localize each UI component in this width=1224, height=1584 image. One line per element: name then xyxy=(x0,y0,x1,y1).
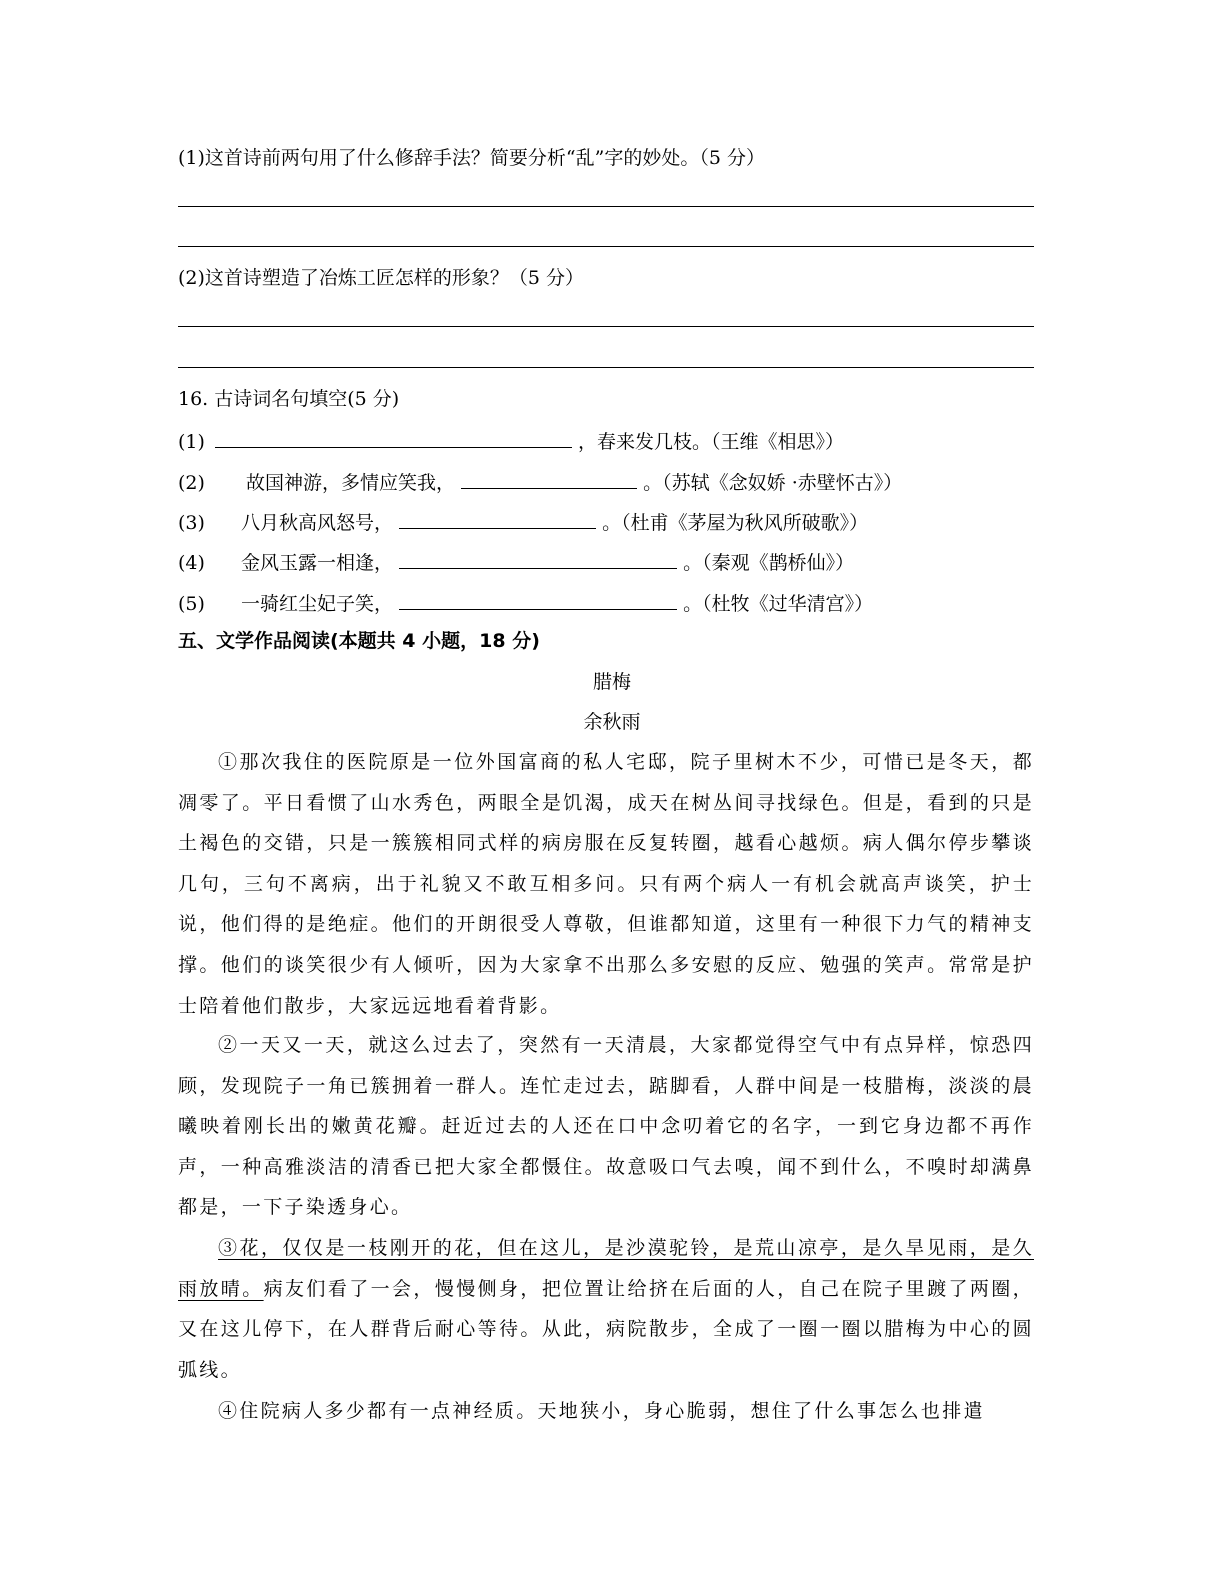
question-1: (1)这首诗前两句用了什么修辞手法？简要分析“乱”字的妙处。（5 分） xyxy=(178,147,765,169)
paragraph-3 xyxy=(178,1228,1034,1390)
item-text-before: 金风玉露一相逢， xyxy=(241,552,394,574)
article-title: 腊梅 xyxy=(592,671,631,693)
item-number: (5) xyxy=(178,593,205,615)
item-text-before: 一骑红尘妃子笑， xyxy=(241,593,394,615)
item-text-after: ，春来发几枝。（王维《相思》） xyxy=(578,431,845,453)
fill-item-3 xyxy=(178,508,868,535)
item-text-after: 。（苏轼《念奴娇 ·赤壁怀古》） xyxy=(643,472,903,494)
underlined-sentence: ③花，仅仅是一枝刚开的花，但在这儿，是沙漠驼铃，是荒山凉亭，是久旱见雨，是久雨放晴。 xyxy=(178,1237,1034,1300)
fill-item-4 xyxy=(178,548,854,575)
answer-line xyxy=(178,326,1034,327)
fill-item-1 xyxy=(178,427,844,454)
fill-blank xyxy=(399,548,677,569)
question-2: (2)这首诗塑造了冶炼工匠怎样的形象？（5 分） xyxy=(178,267,585,289)
item-text-after: 。（秦观《鹊桥仙》） xyxy=(683,552,855,574)
item-text-before: 故国神游，多情应笑我， xyxy=(246,472,456,494)
item-number: (3) xyxy=(178,512,205,534)
item-number: (2) xyxy=(178,472,205,494)
answer-line xyxy=(178,246,1034,247)
fill-item-5 xyxy=(178,589,873,616)
answer-line xyxy=(178,206,1034,207)
item-text-after: 。（杜牧《过华清宫》） xyxy=(683,593,874,615)
section-heading: 五、文学作品阅读(本题共 4 小题，18 分) xyxy=(178,630,540,652)
paragraph-4: ④住院病人多少都有一点神经质。天地狭小，身心脆弱，想住了什么事怎么也排遣 xyxy=(218,1400,985,1422)
fill-blank xyxy=(461,468,637,489)
item-text-after: 。（杜甫《茅屋为秋风所破歌》） xyxy=(602,512,869,534)
fill-blank xyxy=(215,427,572,448)
item-number: (4) xyxy=(178,552,205,574)
fill-item-2 xyxy=(178,468,902,495)
fill-blank xyxy=(399,589,677,610)
item-number: (1) xyxy=(178,431,205,453)
paragraph-3-rest: 病友们看了一会，慢慢侧身，把位置让给挤在后面的人，自己在院子里踱了两圈，又在这儿停下，在人群背后耐心等待。从此，病院散步，全成了一圈一圈以腊梅为中心的圆弧线。 xyxy=(178,1277,1034,1381)
paragraph-2: ②一天又一天，就这么过去了，突然有一天清晨，大家都觉得空气中有点异样，惊恐四顾，发现院子一角已簇拥着一群人。连忙走过去，踮脚看，人群中间是一枝腊梅，淡淡的晨曦映着刚长出的嫩黄花瓣。赶近过去的人还在口中念叨着它的名字，一到它身边都不再作声，一种高雅淡洁的清香已把大家全都慑住。故意吸口气去嗅，闻不到什么，不嗅时却满鼻都是，一下子染透身心。 xyxy=(178,1034,1034,1219)
paragraph-1: ①那次我住的医院原是一位外国富商的私人宅邸，院子里树木不少，可惜已是冬天，都凋零了。平日看惯了山水秀色，两眼全是饥渴，成天在树丛间寻找绿色。但是，看到的只是土褐色的交错，只是一簇簇相同式样的病房服在反复转圈，越看心越烦。病人偶尔停步攀谈几句，三句不离病，出于礼貌又不敢互相多问。只有两个病人一有机会就高声谈笑，护士说，他们得的是绝症。他们的开朗很受人尊敬，但谁都知道，这里有一种很下力气的精神支撑。他们的谈笑很少有人倾听，因为大家拿不出那么多安慰的反应、勉强的笑声。常常是护士陪着他们散步，大家远远地看着背影。 xyxy=(178,751,1034,1017)
item-text-before: 八月秋高风怒号， xyxy=(241,512,394,534)
fill-blank xyxy=(399,508,596,529)
article-author: 余秋雨 xyxy=(583,711,641,733)
answer-line xyxy=(178,367,1034,368)
question-16-title: 16. 古诗词名句填空(5 分) xyxy=(178,388,400,410)
